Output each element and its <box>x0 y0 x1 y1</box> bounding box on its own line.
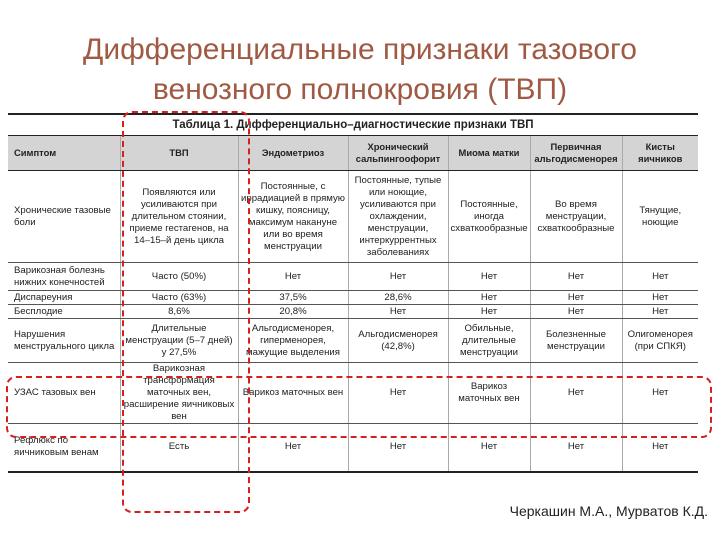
header-cell: Симптом <box>8 136 120 171</box>
header-cell: ТВП <box>120 136 238 171</box>
table-cell: Постоянные, иногда схваткообразные <box>448 171 530 263</box>
table-cell: Нет <box>238 424 348 472</box>
table-cell: Бесплодие <box>8 305 120 319</box>
table-cell: 28,6% <box>348 291 448 305</box>
table-row <box>8 305 698 319</box>
table-cell: Нет <box>348 263 448 291</box>
table-cell: Варикоз маточных вен <box>238 363 348 424</box>
table-cell: Тянущие, ноющие <box>622 171 698 263</box>
table-cell: Нет <box>448 424 530 472</box>
table-caption: Таблица 1. Дифференциально–диагностические признаки ТВП <box>8 114 698 136</box>
table-cell: Нет <box>348 424 448 472</box>
table-header-row <box>8 136 698 171</box>
table-cell: Нет <box>622 263 698 291</box>
table-cell: Часто (50%) <box>120 263 238 291</box>
table-cell: Нет <box>622 291 698 305</box>
header-cell: Миома матки <box>448 136 530 171</box>
table-cell: Во время менструации, схваткообразные <box>530 171 622 263</box>
table-cell: Нет <box>530 263 622 291</box>
slide-title <box>20 30 700 110</box>
table-cell: Появляются или усиливаются при длительном стоянии, приеме гестагенов, на 14–15–й день цикла <box>120 171 238 263</box>
table-cell: Варикозная болезнь нижних конечностей <box>8 263 120 291</box>
table-cell: Нет <box>448 291 530 305</box>
author-credit: Черкашин М.А., Мурватов К.Д. <box>509 503 708 519</box>
table-cell: Нет <box>448 305 530 319</box>
table-cell: Альгодисменорея (42,8%) <box>348 319 448 363</box>
table-cell: Есть <box>120 424 238 472</box>
table-cell: Варикозная трансформация маточных вен, расширение яичниковых вен <box>120 363 238 424</box>
table-cell: Нет <box>348 363 448 424</box>
table-cell: Нарушения менструального цикла <box>8 319 120 363</box>
table-cell: 8,6% <box>120 305 238 319</box>
table-cell: Нет <box>622 305 698 319</box>
table-row <box>8 319 698 363</box>
title-line-1: Дифференциальные признаки тазового <box>83 33 637 66</box>
table-cell: Нет <box>348 305 448 319</box>
header-cell: Первичная альгодисменорея <box>530 136 622 171</box>
table-cell: Нет <box>238 263 348 291</box>
table-cell: Постоянные, тупые или ноющие, усиливаются при охлаждении, менструации, интеркуррентных заболеваниях <box>348 171 448 263</box>
table-cell: Нет <box>448 263 530 291</box>
header-cell: Хронический сальпингоофорит <box>348 136 448 171</box>
table-cell: Нет <box>530 363 622 424</box>
table-cell: Нет <box>622 363 698 424</box>
table-cell: Нет <box>530 305 622 319</box>
tvp-column-highlight <box>122 111 250 513</box>
table-cell: Нет <box>622 424 698 472</box>
table-cell: Олигоменорея (при СПКЯ) <box>622 319 698 363</box>
table-cell: Рефлюкс по яичниковым венам <box>8 424 120 472</box>
table-cell: Варикоз маточных вен <box>448 363 530 424</box>
table-cell: Часто (63%) <box>120 291 238 305</box>
table-cell: Постоянные, с иррадиацией в прямую кишку, поясницу, максимум накануне или во время менструации <box>238 171 348 263</box>
uzas-row-highlight <box>6 376 712 438</box>
title-line-2: венозного полнокровия (ТВП) <box>152 73 568 106</box>
table-row <box>8 171 698 263</box>
table-cell: Хронические тазовые боли <box>8 171 120 263</box>
table-cell: Нет <box>530 291 622 305</box>
table-row <box>8 291 698 305</box>
table-cell: 20,8% <box>238 305 348 319</box>
table-cell: Болезненные менструации <box>530 319 622 363</box>
table-cell: УЗАС тазовых вен <box>8 363 120 424</box>
top-bar <box>0 0 720 30</box>
header-cell: Кисты яичников <box>622 136 698 171</box>
table-cell: Длительные менструации (5–7 дней) у 27,5% <box>120 319 238 363</box>
table-cell: Обильные, длительные менструации <box>448 319 530 363</box>
table-cell: Нет <box>530 424 622 472</box>
header-cell: Эндометриоз <box>238 136 348 171</box>
table-row <box>8 263 698 291</box>
table-cell: Альгодисменорея, гиперменорея, мажущие выделения <box>238 319 348 363</box>
table-cell: 37,5% <box>238 291 348 305</box>
table-cell: Диспареуния <box>8 291 120 305</box>
